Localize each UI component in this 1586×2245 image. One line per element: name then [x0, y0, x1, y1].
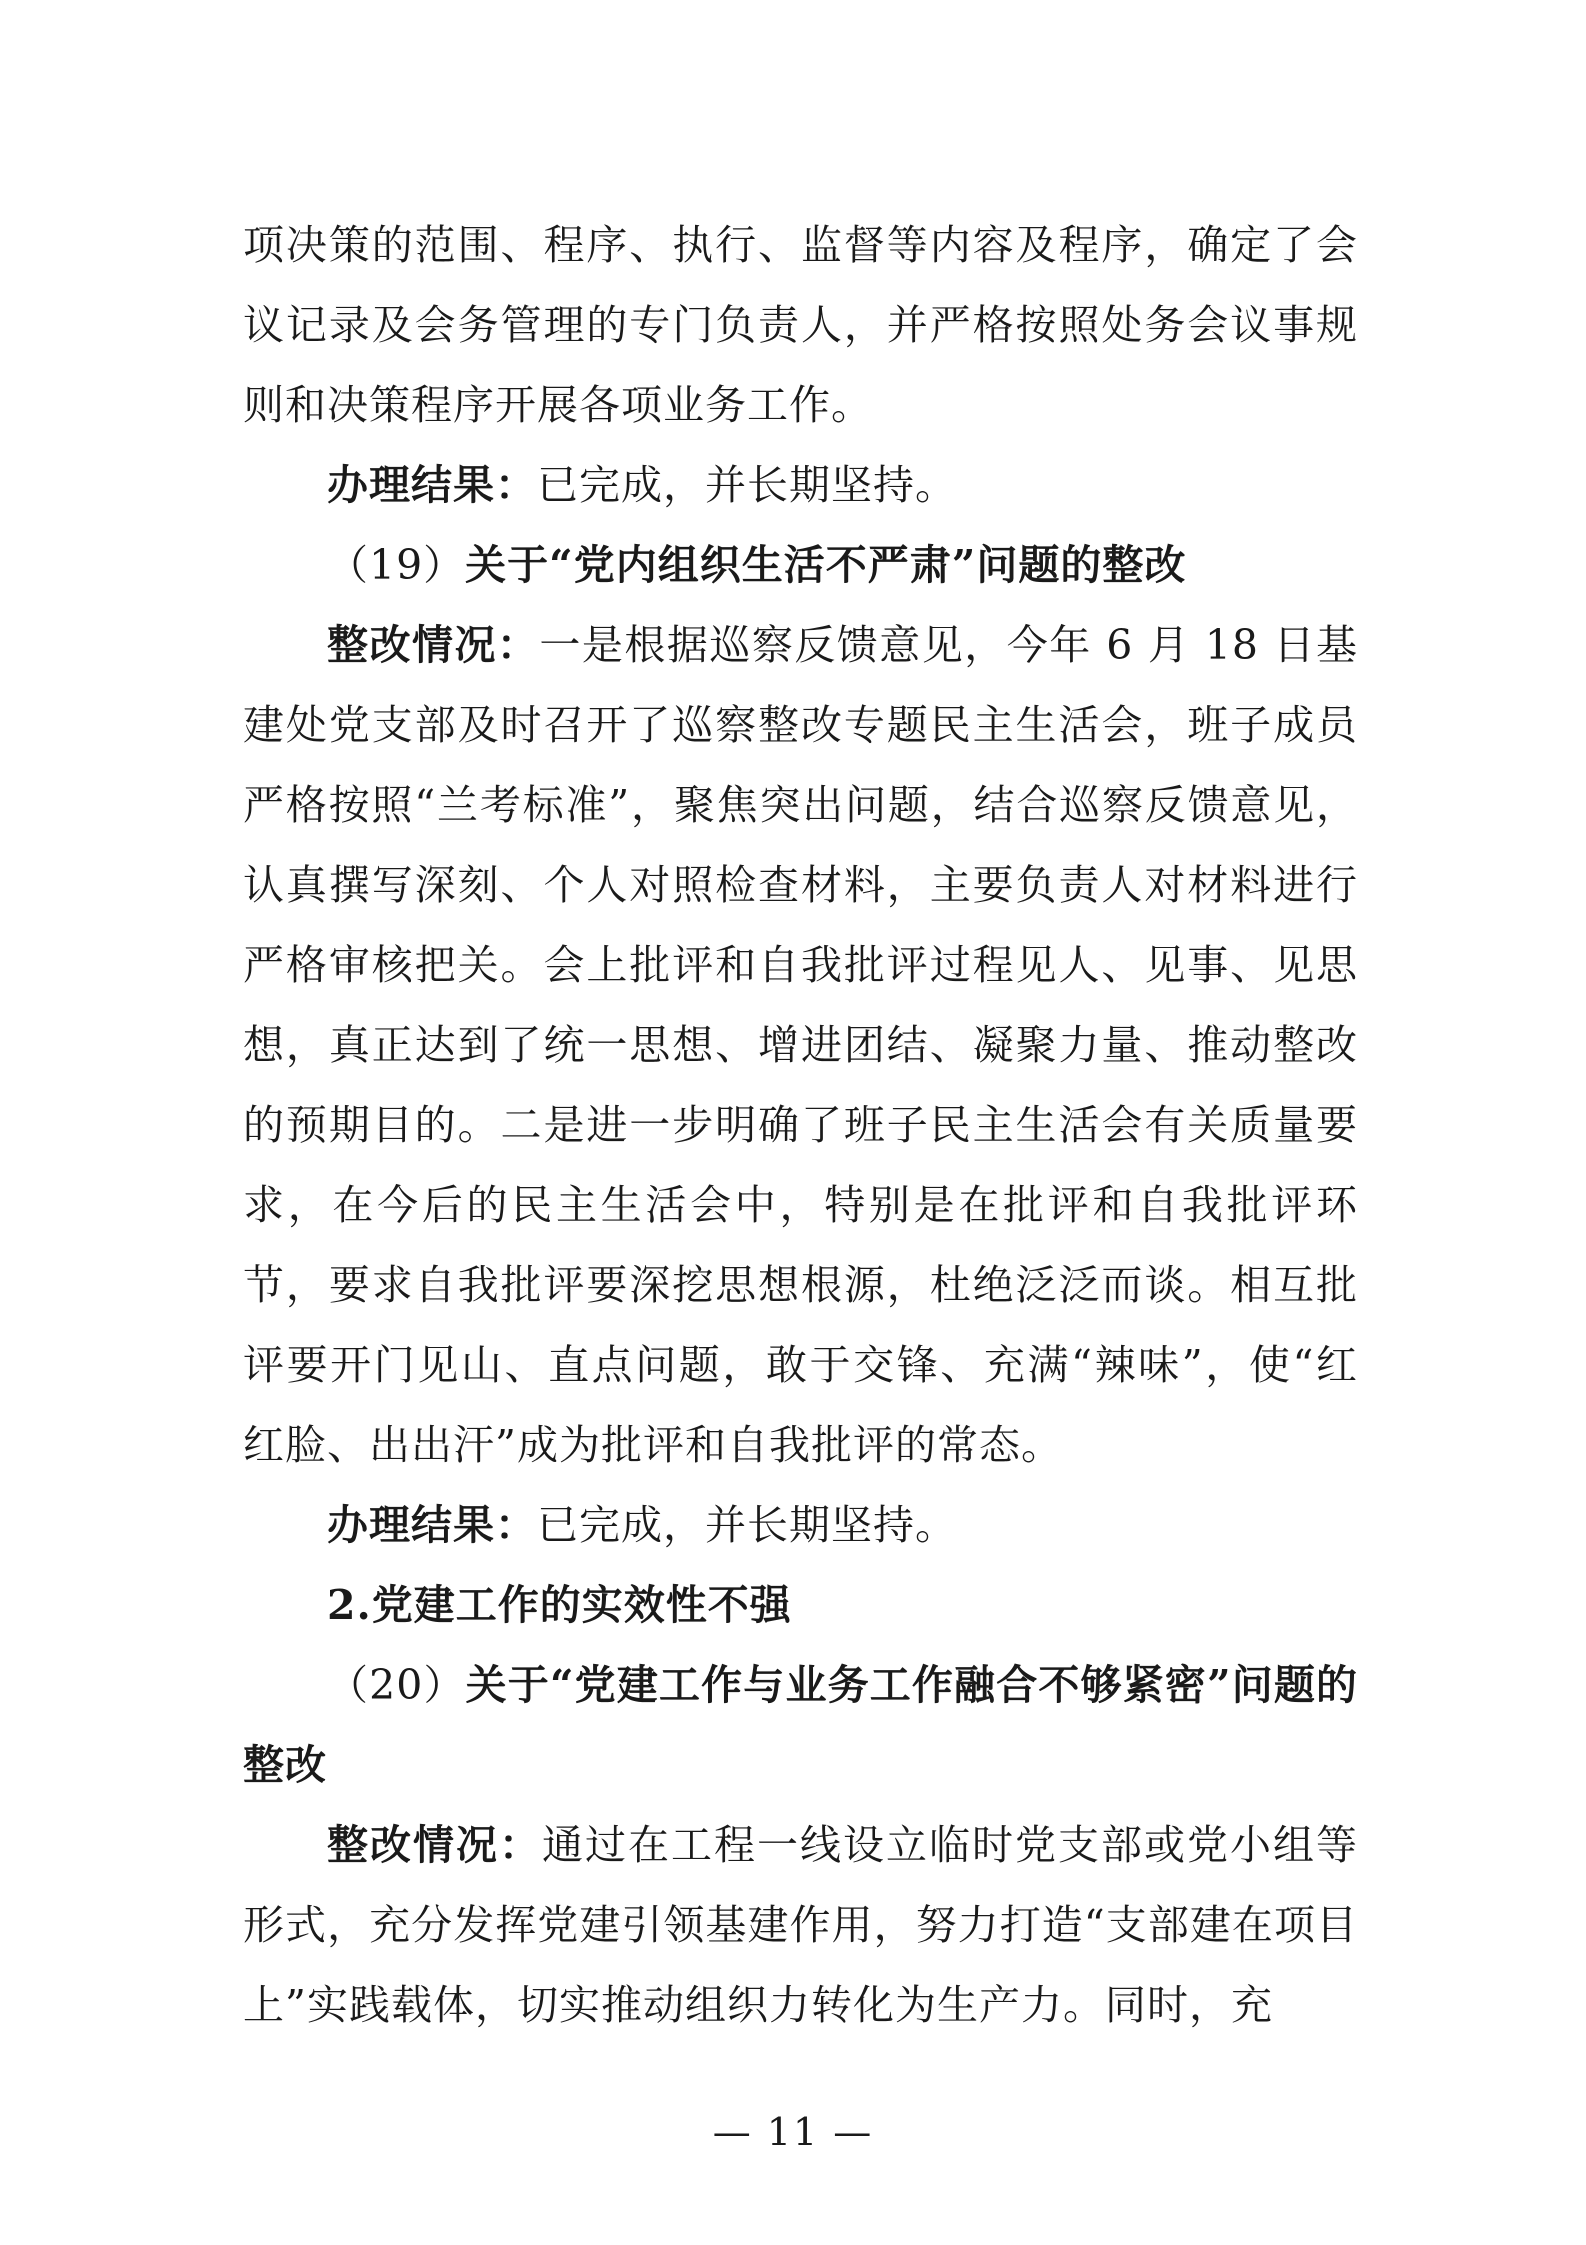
subsection-text: 2.党建工作的实效性不强 — [327, 1581, 792, 1629]
rectification-text: 一是根据巡察反馈意见，今年 6 月 18 日基建处党支部及时召开了巡察整改专题民主生活会，班子成员严格按照“兰考标准”，聚焦突出问题，结合巡察反馈意见，认真撰写深刻、个人对照检查材料，主要负责人对材料进行严格审核把关。会上批评和自我批评过程见人、见事、见思想，真正达到了统一思想、增进团结、凝聚力量、推动整改的预期目的。二是进一步明确了班子民主生活会有关质量要求，在今后的民主生活会中，特别是在批评和自我批评环节，要求自我批评要深挖思想根源，杜绝泛泛而谈。相互批评要开门见山、直点问题，敢于交锋、充满“辣味”，使“红红脸、出出汗”成为批评和自我批评的常态。 — [243, 621, 1358, 1469]
result-text: 已完成，并长期坚持。 — [537, 1501, 957, 1549]
paragraph-text: 项决策的范围、程序、执行、监督等内容及程序，确定了会议记录及会务管理的专门负责人，并严格按照处务会议事规则和决策程序开展各项业务工作。 — [243, 221, 1358, 429]
rectification-paragraph — [243, 605, 1358, 1485]
section-heading-20 — [243, 1645, 1358, 1805]
result-label: 办理结果： — [327, 1501, 537, 1549]
result-text: 已完成，并长期坚持。 — [537, 461, 957, 509]
result-label: 办理结果： — [327, 461, 537, 509]
rectification-label: 整改情况： — [327, 1821, 542, 1869]
document-body — [243, 205, 1358, 2045]
rectification-paragraph — [243, 1805, 1358, 2045]
result-paragraph — [243, 1485, 1358, 1565]
result-paragraph — [243, 445, 1358, 525]
heading-text: 关于“党建工作与业务工作融合不够紧密”问题的整改 — [243, 1661, 1359, 1789]
rectification-text: 通过在工程一线设立临时党支部或党小组等形式，充分发挥党建引领基建作用，努力打造“支部建在项目上”实践载体，切实推动组织力转化为生产力。同时，充 — [243, 1821, 1358, 2029]
paragraph-continued — [243, 205, 1358, 445]
rectification-label: 整改情况： — [327, 621, 540, 669]
heading-number: （20） — [327, 1661, 466, 1709]
heading-number: （19） — [327, 541, 466, 589]
section-heading-19 — [243, 525, 1358, 605]
page-number: — 11 — — [712, 2110, 874, 2154]
heading-text: 关于“党内组织生活不严肃”问题的整改 — [465, 541, 1187, 589]
subsection-heading — [243, 1565, 1358, 1645]
